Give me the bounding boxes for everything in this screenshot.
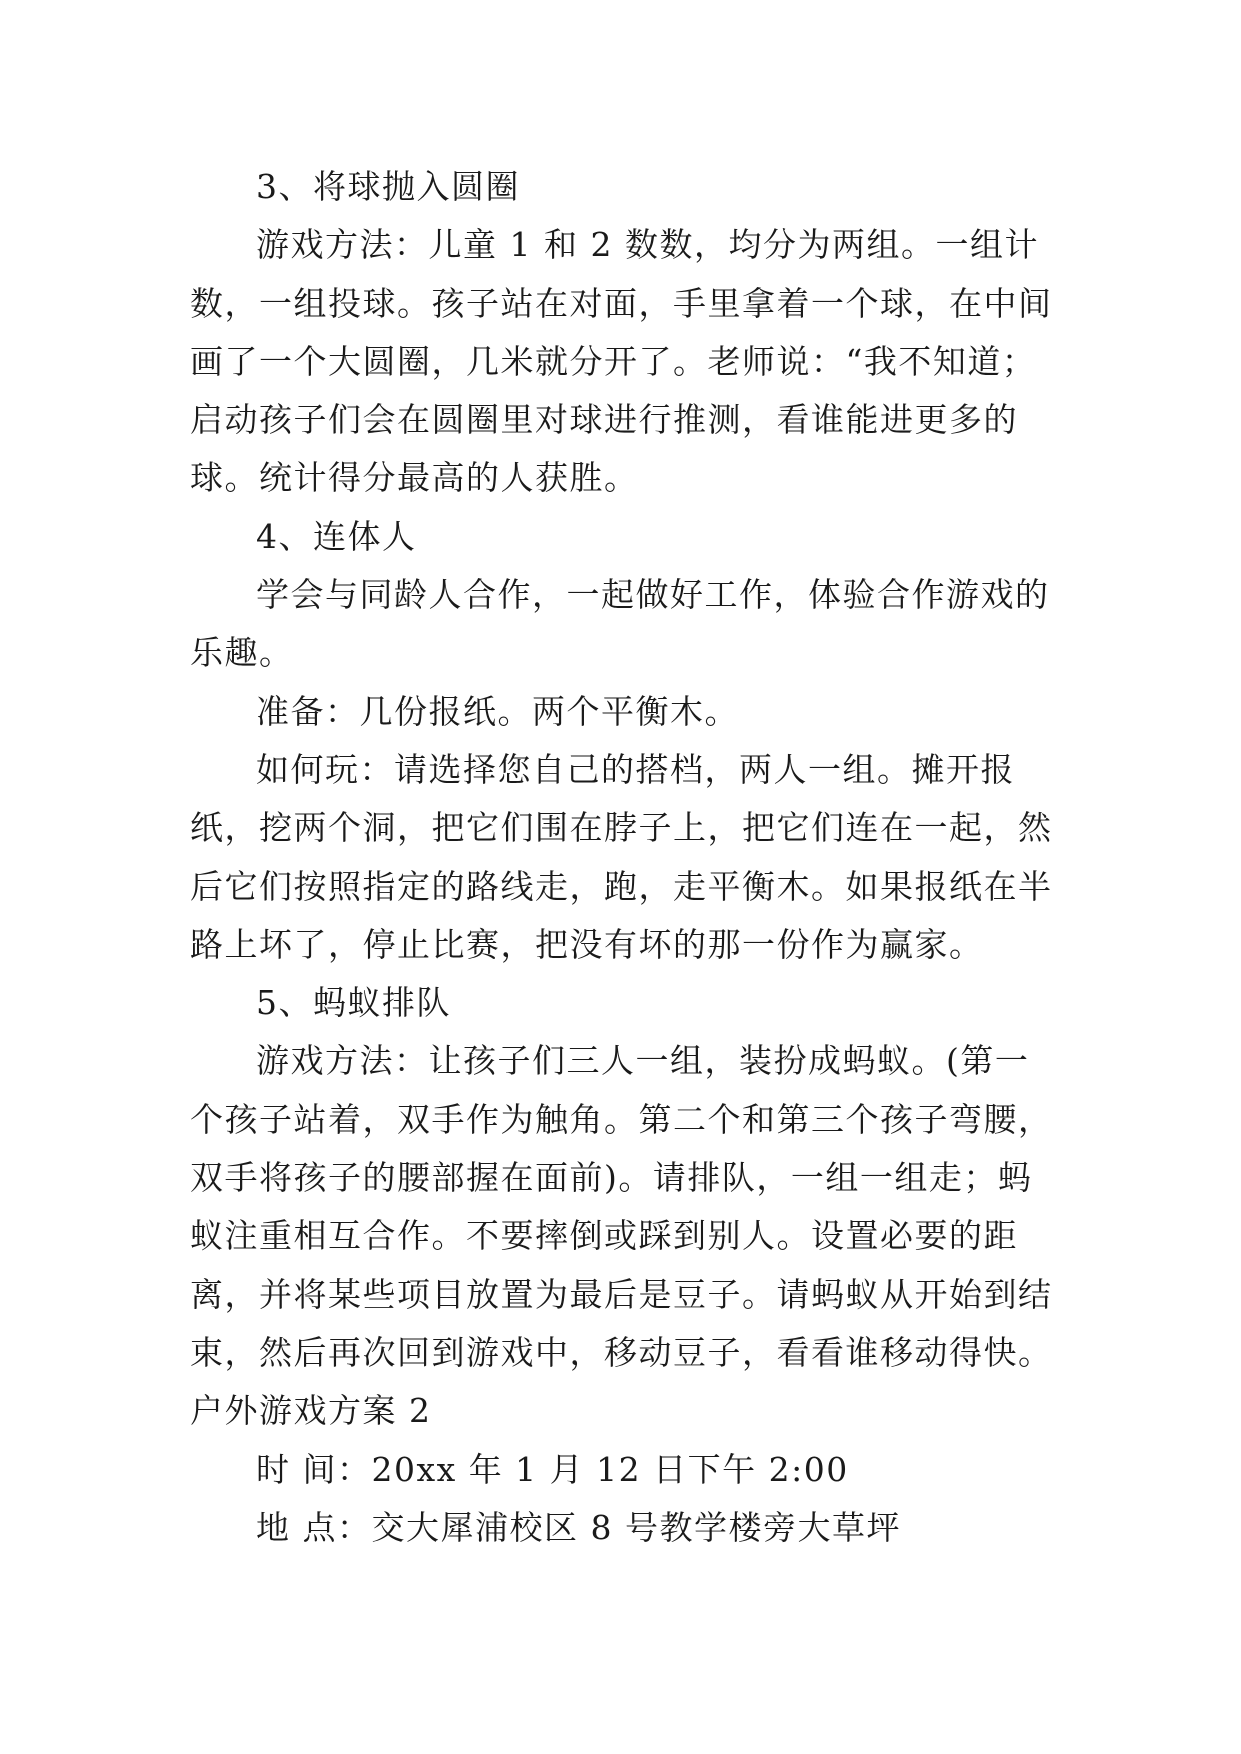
plan-time: 时 间：20xx 年 1 月 12 日下午 2:00 [256, 1449, 849, 1489]
paragraph: 学会与同龄人合作，一起做好工作，体验合作游戏的乐趣。 [190, 575, 1050, 673]
document-body [190, 158, 1060, 1557]
paragraph: 准备：几份报纸。两个平衡木。 [256, 691, 739, 731]
paragraph: 游戏方法：让孩子们三人一组，装扮成蚂蚁。(第一个孩子站着，双手作为触角。第二个和第三个孩子弯腰，双手将孩子的腰部握在面前)。请排队，一组一组走；蚂蚁注重相互合作。不要摔倒或踩到别人。设置必要的距离，并将某些项目放置为最后是豆子。请蚂蚁从开始到结束，然后再次回到游戏中，移动豆子，看看谁移动得快。 [190, 1041, 1053, 1372]
section-heading: 5、蚂蚁排队 [256, 983, 451, 1023]
section-heading: 3、将球抛入圆圈 [256, 167, 520, 206]
paragraph: 如何玩：请选择您自己的搭档，两人一组。摊开报纸，挖两个洞，把它们围在脖子上，把它们连在一起，然后它们按照指定的路线走，跑，走平衡木。如果报纸在半路上坏了，停止比赛，把没有坏的那一份作为赢家。 [190, 749, 1053, 964]
section-heading: 4、连体人 [256, 516, 417, 556]
paragraph: 游戏方法：儿童 1 和 2 数数，均分为两组。一组计数，一组投球。孩子站在对面，手里拿着一个球，在中间画了一个大圆圈，几米就分开了。老师说：“我不知道；启动孩子们会在圆圈里对球进行推测，看谁能进更多的球。统计得分最高的人获胜。 [190, 225, 1053, 498]
plan-location: 地 点：交大犀浦校区 8 号教学楼旁大草坪 [256, 1507, 901, 1547]
plan-title: 户外游戏方案 2 [190, 1391, 432, 1431]
